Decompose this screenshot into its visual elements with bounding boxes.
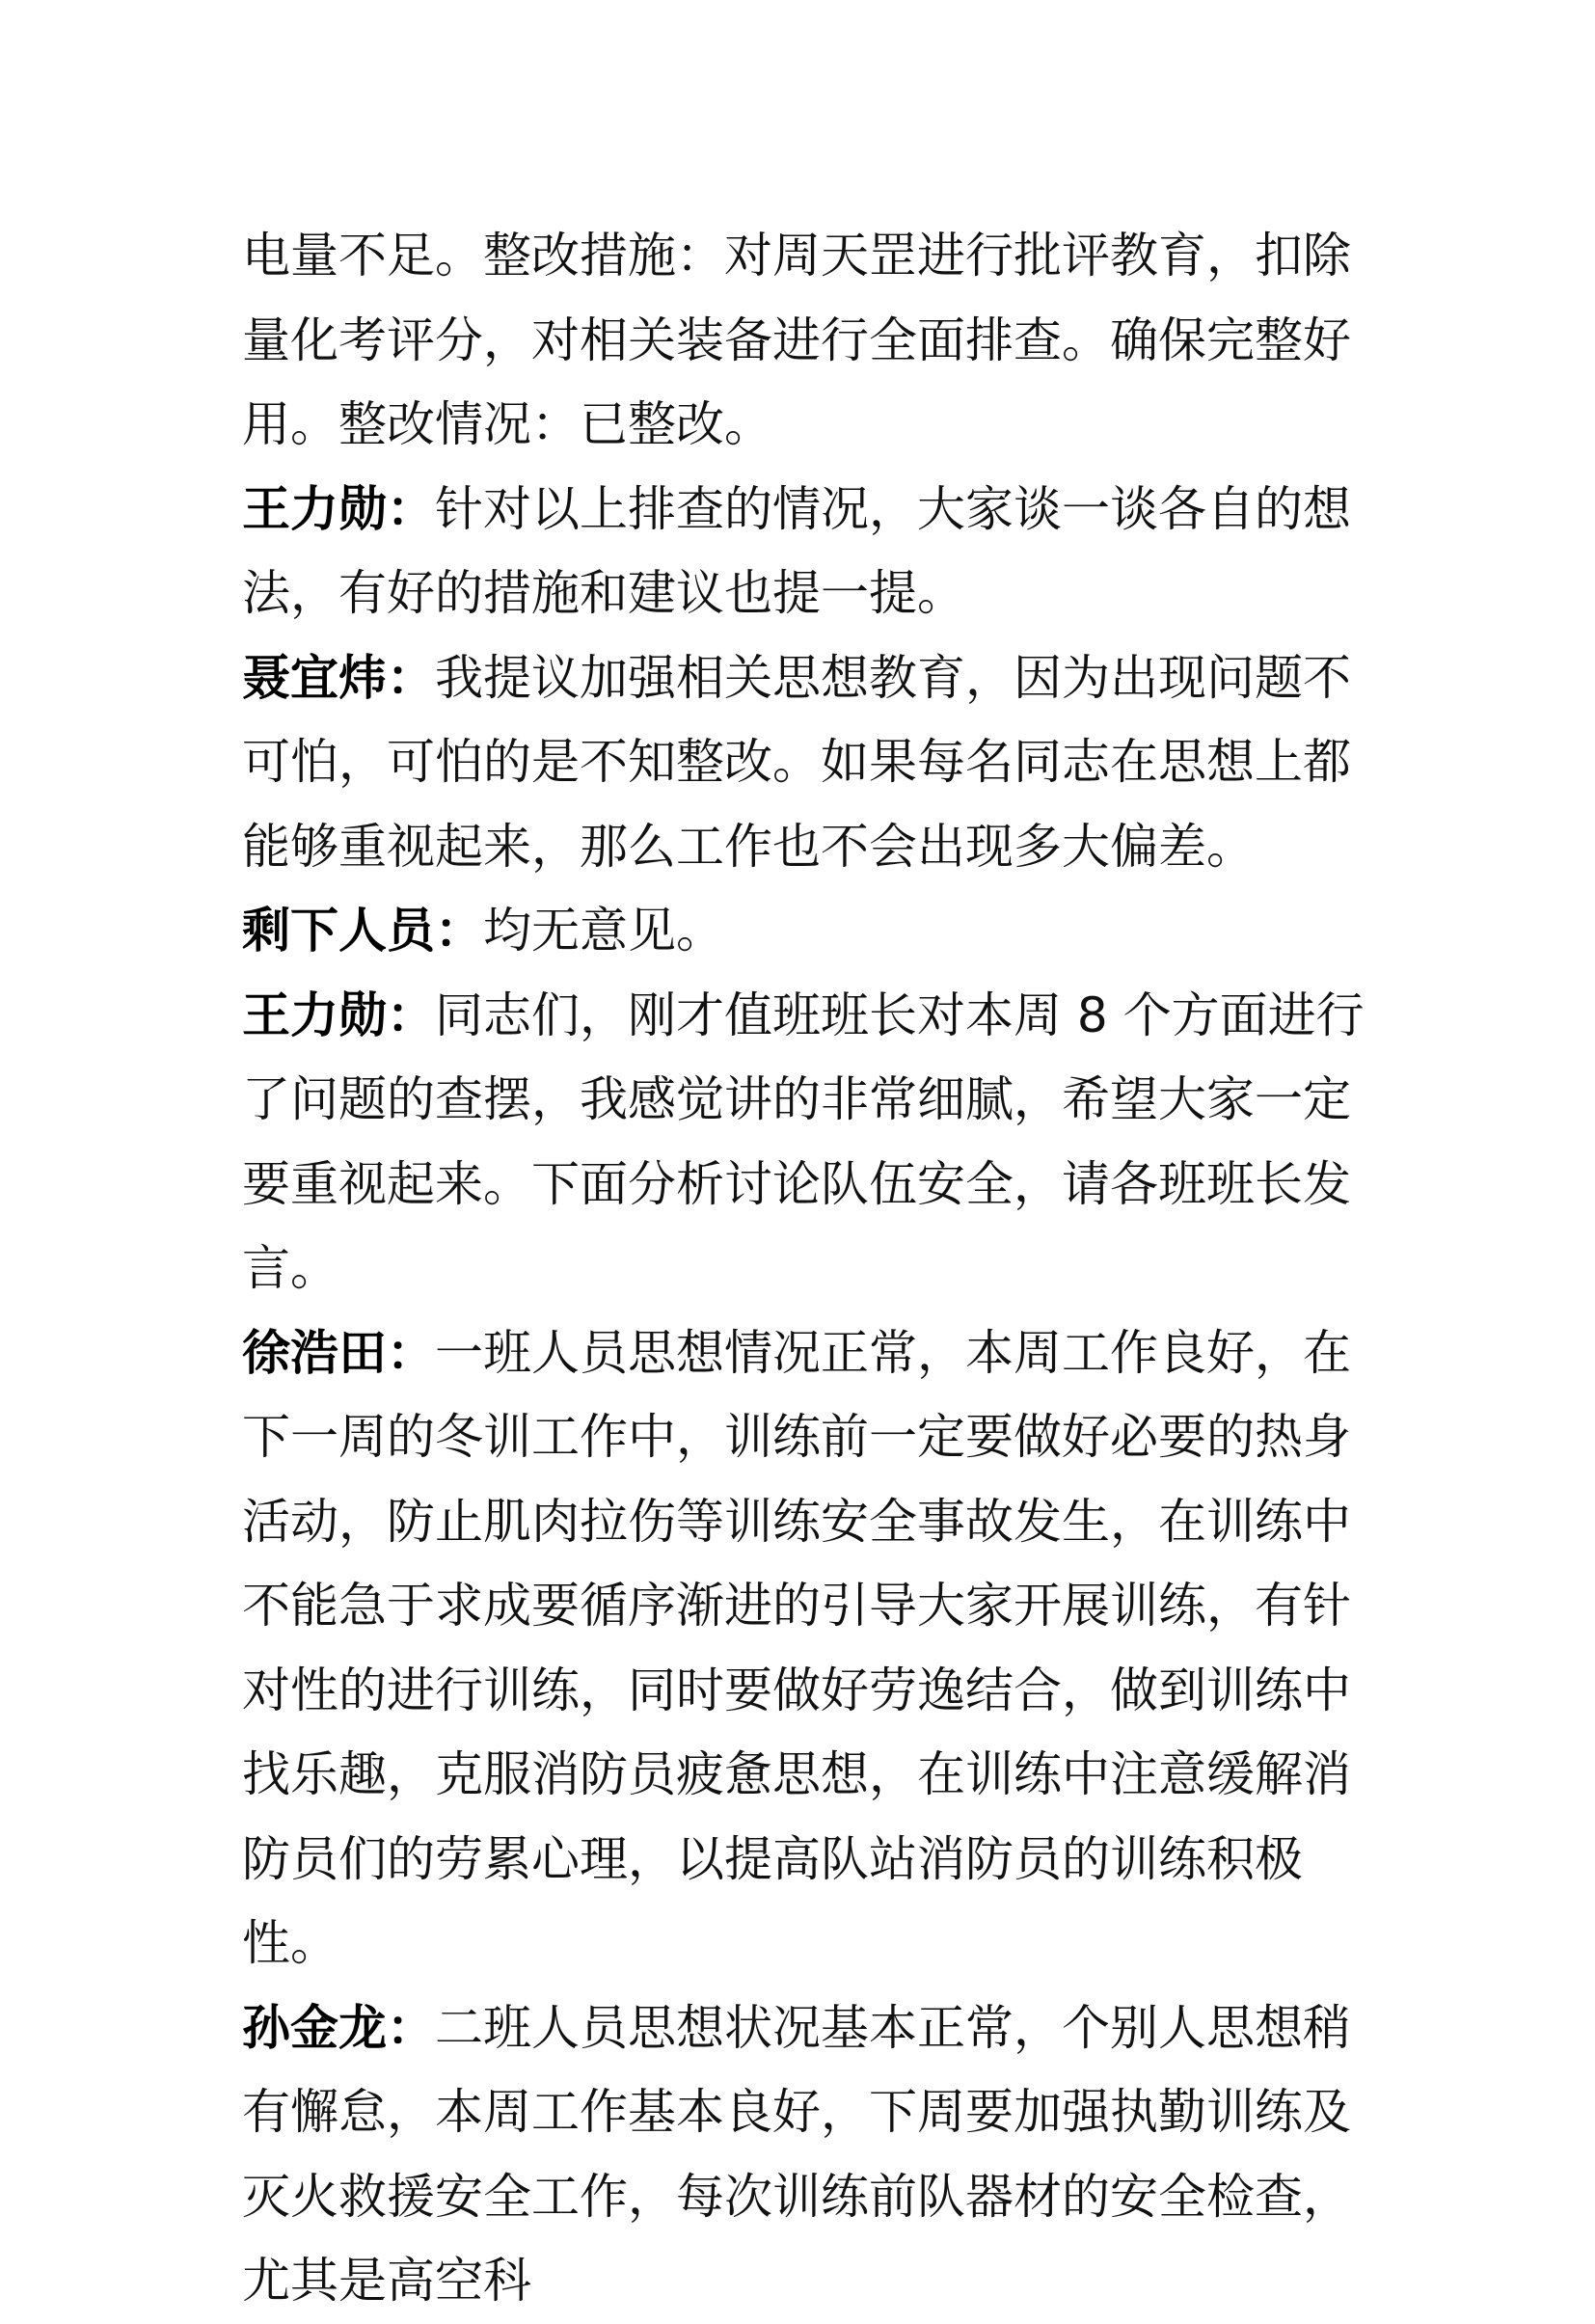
paragraph-sun-jinlong — [242, 1986, 1380, 2324]
document-body — [242, 214, 1380, 2324]
paragraph-xu-haotian — [242, 1311, 1380, 1986]
paragraph-wang-lixun-1 — [242, 468, 1380, 636]
paragraph-nie-yiwei — [242, 636, 1380, 890]
paragraph-remaining-members — [242, 889, 1380, 974]
paragraph-text: 一班人员思想情况正常，本周工作良好，在下一周的冬训工作中，训练前一定要做好必要的热身活动，防止肌肉拉伤等训练安全事故发生，在训练中不能急于求成要循序渐进的引导大家开展训练，有针对性的进行训练，同时要做好劳逸结合，做到训练中找乐趣，克服消防员疲惫思想，在训练中注意缓解消防员们的劳累心理，以提高队站消防员的训练积极性。 — [242, 1324, 1351, 1971]
paragraph-text: 我提议加强相关思想教育，因为出现问题不可怕，可怕的是不知整改。如果每名同志在思想上都能够重视起来，那么工作也不会出现多大偏差。 — [242, 649, 1351, 875]
paragraph-rectification-report — [242, 214, 1380, 468]
paragraph-text: 电量不足。整改措施：对周天罡进行批评教育，扣除量化考评分，对相关装备进行全面排查。确保完整好用。整改情况：已整改。 — [242, 228, 1351, 452]
speaker-name: 聂宜炜： — [242, 649, 435, 706]
paragraph-text: 均无意见。 — [483, 903, 724, 959]
speaker-name: 徐浩田： — [242, 1324, 435, 1381]
paragraph-text: 针对以上排查的情况，大家谈一谈各自的想法，有好的措施和建议也提一提。 — [242, 480, 1351, 621]
paragraph-wang-lixun-2 — [242, 974, 1380, 1311]
speaker-name: 王力勋： — [242, 986, 435, 1043]
paragraph-text: 同志们，刚才值班班长对本周 8 个方面进行了问题的查摆，我感觉讲的非常细腻，希望大家一定要重视起来。下面分析讨论队伍安全，请各班班长发言。 — [242, 986, 1365, 1296]
paragraph-text: 二班人员思想状况基本正常，个别人思想稍有懈怠，本周工作基本良好，下周要加强执勤训练及灭火救援安全工作，每次训练前队器材的安全检查，尤其是高空科 — [242, 1999, 1351, 2309]
speaker-name: 孙金龙： — [242, 1999, 435, 2056]
speaker-name: 王力勋： — [242, 480, 435, 537]
speaker-name: 剩下人员： — [242, 903, 483, 959]
